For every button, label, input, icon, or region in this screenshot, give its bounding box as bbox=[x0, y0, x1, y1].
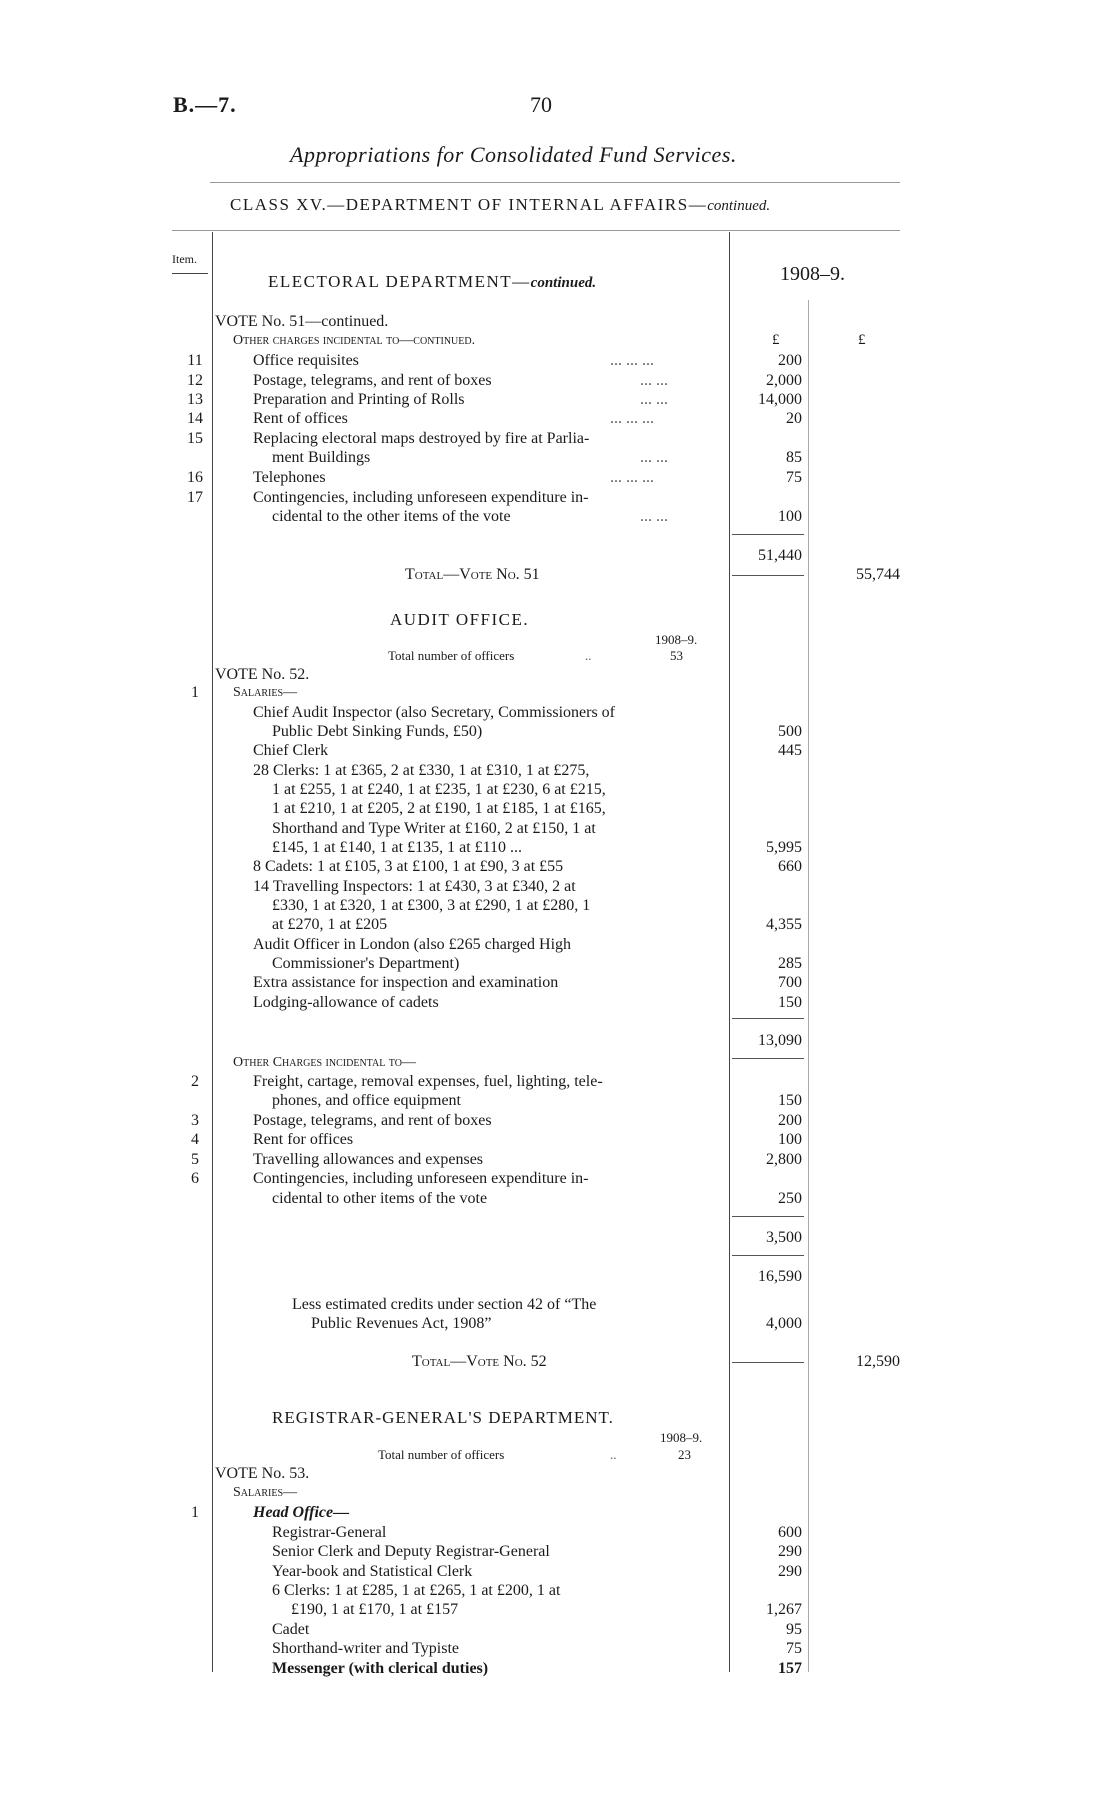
charge-amount: 200 bbox=[778, 1112, 802, 1129]
registrar-officers-label: Total number of officers bbox=[378, 1447, 505, 1462]
salary-line: £190, 1 at £170, 1 at £157 bbox=[291, 1601, 459, 1618]
salary-line: Chief Audit Inspector (also Secretary, Commissioners of bbox=[253, 704, 615, 721]
charge-line: Rent for offices bbox=[253, 1131, 354, 1148]
electoral-subtotal: 51,440 bbox=[758, 547, 802, 564]
subtotal-rule bbox=[732, 1018, 804, 1019]
row-amount: 14,000 bbox=[758, 391, 802, 408]
salary-amount: 285 bbox=[778, 955, 802, 972]
row-amount: 100 bbox=[778, 508, 802, 525]
leader-dots: ... ... ... bbox=[610, 410, 654, 427]
total-column-divider bbox=[808, 300, 809, 1672]
registrar-section-title: REGISTRAR-GENERAL'S DEPARTMENT. bbox=[272, 1408, 614, 1427]
audit-salaries-heading: Salaries— bbox=[233, 685, 298, 700]
row-amount: 85 bbox=[786, 449, 802, 466]
salary-amount: 290 bbox=[778, 1563, 802, 1580]
salary-line: Public Debt Sinking Funds, £50) bbox=[272, 723, 483, 740]
charge-amount: 250 bbox=[778, 1190, 802, 1207]
charge-amount: 100 bbox=[778, 1131, 802, 1148]
item-number: 11 bbox=[187, 352, 203, 369]
salary-line: Cadet bbox=[272, 1621, 310, 1638]
salary-line: Senior Clerk and Deputy Registrar-General bbox=[272, 1543, 550, 1560]
item-number: 6 bbox=[191, 1170, 199, 1187]
subtotal-rule bbox=[732, 1362, 804, 1363]
row-amount: 2,000 bbox=[766, 372, 802, 389]
salary-amount: 600 bbox=[778, 1524, 802, 1541]
row-label: Rent of offices bbox=[253, 410, 348, 427]
row-amount: 75 bbox=[786, 469, 802, 486]
salary-line: Shorthand-writer and Typiste bbox=[272, 1640, 459, 1657]
leader-dots: ... ... ... bbox=[610, 352, 654, 369]
salary-line: at £270, 1 at £205 bbox=[272, 916, 388, 933]
audit-other-charges-heading: Other Charges incidental to— bbox=[233, 1055, 416, 1070]
salary-line: Audit Officer in London (also £265 charged High bbox=[253, 936, 572, 953]
audit-vote-heading: VOTE No. 52. bbox=[215, 666, 310, 683]
credits-line: Less estimated credits under section 42 of “The bbox=[292, 1296, 597, 1313]
audit-other-total: 3,500 bbox=[766, 1229, 802, 1246]
salary-amount: 700 bbox=[778, 974, 802, 991]
salary-line: Lodging-allowance of cadets bbox=[253, 994, 439, 1011]
item-number: 13 bbox=[187, 391, 203, 408]
electoral-total-label: Total—Vote No. 51 bbox=[405, 566, 540, 583]
salary-amount: 1,267 bbox=[766, 1601, 802, 1618]
audit-total: 12,590 bbox=[856, 1353, 900, 1370]
item-number: 17 bbox=[187, 489, 203, 506]
subtotal-rule bbox=[732, 534, 804, 535]
row-label: Contingencies, including unforeseen expenditure in- bbox=[253, 489, 589, 506]
year-column-header: 1908–9. bbox=[780, 263, 845, 285]
salary-line: £145, 1 at £140, 1 at £135, 1 at £110 ... bbox=[272, 839, 523, 856]
audit-total-label: Total—Vote No. 52 bbox=[412, 1353, 547, 1370]
amount-column-divider bbox=[729, 232, 730, 1672]
item-number: 14 bbox=[187, 410, 203, 427]
electoral-total: 55,744 bbox=[856, 566, 900, 583]
salary-line: 1 at £255, 1 at £240, 1 at £235, 1 at £230, 6 at £215, bbox=[272, 781, 606, 798]
salary-amount: 5,995 bbox=[766, 839, 802, 856]
audit-officers-label: Total number of officers bbox=[388, 648, 515, 663]
leader-dots: ... ... bbox=[640, 449, 668, 466]
audit-salaries-total: 13,090 bbox=[758, 1032, 802, 1049]
subtotal-rule bbox=[732, 1255, 804, 1256]
leader-dots: .. bbox=[585, 648, 592, 663]
salary-line: Shorthand and Type Writer at £160, 2 at £150, 1 at bbox=[272, 820, 596, 837]
item-number: 3 bbox=[191, 1112, 199, 1129]
item-number: 1 bbox=[191, 1504, 199, 1521]
class-header: CLASS XV.—DEPARTMENT OF INTERNAL AFFAIRS—continued. bbox=[230, 195, 771, 214]
charge-line: cidental to other items of the vote bbox=[272, 1190, 488, 1207]
leader-dots: .. bbox=[610, 1447, 617, 1462]
salary-amount: 75 bbox=[786, 1640, 802, 1657]
class-rule bbox=[172, 230, 900, 231]
salary-line: Commissioner's Department) bbox=[272, 955, 460, 972]
pound-sign-col1: £ bbox=[772, 332, 780, 348]
item-column-divider bbox=[212, 232, 213, 1672]
item-number: 5 bbox=[191, 1151, 199, 1168]
charge-amount: 2,800 bbox=[766, 1151, 802, 1168]
item-number: 4 bbox=[191, 1131, 199, 1148]
document-reference: B.—7. bbox=[173, 92, 237, 117]
item-number: 12 bbox=[187, 372, 203, 389]
page-title: Appropriations for Consolidated Fund Services. bbox=[290, 142, 737, 167]
item-number: 2 bbox=[191, 1073, 199, 1090]
electoral-section-title: ELECTORAL DEPARTMENT—continued. bbox=[268, 272, 597, 291]
row-label: Postage, telegrams, and rent of boxes bbox=[253, 372, 492, 389]
registrar-vote-heading: VOTE No. 53. bbox=[215, 1465, 310, 1482]
registrar-officers-count: 23 bbox=[678, 1447, 691, 1462]
salary-line: Chief Clerk bbox=[253, 742, 329, 759]
row-label: Preparation and Printing of Rolls bbox=[253, 391, 465, 408]
item-column-header: Item. bbox=[172, 252, 197, 266]
pound-sign-col2: £ bbox=[858, 332, 866, 348]
row-amount: 200 bbox=[778, 352, 802, 369]
charge-line: phones, and office equipment bbox=[272, 1092, 461, 1109]
row-label-continued: cidental to the other items of the vote bbox=[272, 508, 511, 525]
salary-amount: 500 bbox=[778, 723, 802, 740]
salary-amount: 157 bbox=[778, 1660, 802, 1677]
credits-amount: 4,000 bbox=[766, 1315, 802, 1332]
leader-dots: ... ... bbox=[640, 372, 668, 389]
item-number: 1 bbox=[191, 684, 199, 701]
salary-amount: 290 bbox=[778, 1543, 802, 1560]
salary-line: 1 at £210, 1 at £205, 2 at £190, 1 at £185, 1 at £165, bbox=[272, 800, 606, 817]
salary-line: 14 Travelling Inspectors: 1 at £430, 3 at £340, 2 at bbox=[253, 878, 576, 895]
subtotal-rule bbox=[732, 575, 804, 576]
row-label: Replacing electoral maps destroyed by fire at Parlia- bbox=[253, 430, 590, 447]
leader-dots: ... ... ... bbox=[610, 469, 654, 486]
row-amount: 20 bbox=[786, 410, 802, 427]
audit-officers-year: 1908–9. bbox=[655, 632, 698, 647]
audit-section-title: AUDIT OFFICE. bbox=[390, 610, 530, 629]
charge-line: Contingencies, including unforeseen expenditure in- bbox=[253, 1170, 589, 1187]
page-number: 70 bbox=[530, 92, 552, 117]
item-number: 16 bbox=[187, 469, 203, 486]
registrar-salaries-heading: Salaries— bbox=[233, 1485, 298, 1500]
item-header-rule bbox=[172, 273, 208, 274]
salary-amount: 445 bbox=[778, 742, 802, 759]
title-rule bbox=[210, 182, 900, 183]
item-number: 15 bbox=[187, 430, 203, 447]
row-label-continued: ment Buildings bbox=[272, 449, 371, 466]
salary-line: Extra assistance for inspection and examination bbox=[253, 974, 559, 991]
salary-line: £330, 1 at £320, 1 at £300, 3 at £290, 1 at £280, 1 bbox=[272, 897, 591, 914]
electoral-other-charges-heading: Other charges incidental to—continued. bbox=[233, 333, 476, 348]
audit-officers-count: 53 bbox=[670, 648, 683, 663]
charge-amount: 150 bbox=[778, 1092, 802, 1109]
leader-dots: ... ... bbox=[640, 508, 668, 525]
credits-line: Public Revenues Act, 1908” bbox=[311, 1315, 492, 1332]
row-label: Telephones bbox=[253, 469, 326, 486]
electoral-vote-heading: VOTE No. 51—continued. bbox=[215, 313, 389, 330]
salary-amount: 150 bbox=[778, 994, 802, 1011]
subtotal-rule bbox=[732, 1058, 804, 1059]
salary-line: 8 Cadets: 1 at £105, 3 at £100, 1 at £90, 3 at £55 bbox=[253, 858, 564, 875]
registrar-officers-year: 1908–9. bbox=[660, 1430, 703, 1445]
salary-line: Year-book and Statistical Clerk bbox=[272, 1563, 473, 1580]
salary-amount: 95 bbox=[786, 1621, 802, 1638]
salary-amount: 4,355 bbox=[766, 916, 802, 933]
charge-line: Travelling allowances and expenses bbox=[253, 1151, 484, 1168]
salary-amount: 660 bbox=[778, 858, 802, 875]
subtotal-rule bbox=[732, 1216, 804, 1217]
charge-line: Freight, cartage, removal expenses, fuel, lighting, tele- bbox=[253, 1073, 603, 1090]
salary-line: Registrar-General bbox=[272, 1524, 387, 1541]
salary-line: 6 Clerks: 1 at £285, 1 at £265, 1 at £200, 1 at bbox=[272, 1582, 561, 1599]
audit-gross-total: 16,590 bbox=[758, 1268, 802, 1285]
row-label: Office requisites bbox=[253, 352, 359, 369]
head-office-heading: Head Office— bbox=[253, 1504, 350, 1521]
salary-line: Messenger (with clerical duties) bbox=[272, 1660, 489, 1677]
leader-dots: ... ... bbox=[640, 391, 668, 408]
charge-line: Postage, telegrams, and rent of boxes bbox=[253, 1112, 492, 1129]
salary-line: 28 Clerks: 1 at £365, 2 at £330, 1 at £310, 1 at £275, bbox=[253, 762, 590, 779]
